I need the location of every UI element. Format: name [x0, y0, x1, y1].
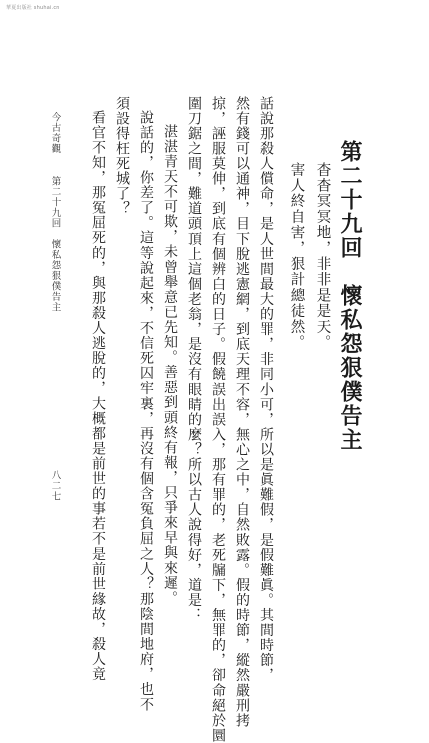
poem-line: 杳杳冥冥地，非非是是天。	[314, 162, 331, 351]
body-line: 掠，誣服莫伸，到底有個辨白的日子。假饒誤出誤入，那有罪的，老死牖下，無罪的，卻命絕於圜	[210, 96, 226, 743]
page-number: 八二七	[49, 470, 61, 502]
body-line: 圍刀鋸之間，難道頭頂上這個老翁，是沒有眼睛的麼？所以古人說得好，道是：	[186, 96, 202, 623]
body-line: 然有錢可以通神，目下脫逃憲網，到底天理不容，無心之中，自然敗露。假的時節，縱然嚴刑拷	[234, 96, 250, 729]
footer-chapter-label: 第二十九回 懷私怨狠僕告主	[49, 176, 61, 313]
body-line: 說話的，你差了。這等說起來，不信死囚牢裏，再沒有個含冤負屈之人？那陰間地府，也不	[138, 110, 154, 712]
verse-line: 湛湛青天不可欺，未曾舉意已先知。善惡到頭終有報，只爭來早與來遲。	[162, 124, 178, 606]
body-line: 話說那殺人償命，是人世間最大的罪，非同小可，所以是眞難假，是假難眞。其間時節，	[258, 96, 274, 683]
book-title: 今古奇觀	[49, 112, 61, 154]
watermark: 華夏出版社 shuhai.cn	[6, 5, 60, 11]
poem-line: 害人終自害，狠計總徒然。	[288, 162, 305, 351]
body-line: 看官不知，那冤屈死的，與那殺人逃脫的，大概都是前世的事若不是前世緣故，殺人竟	[90, 110, 106, 682]
body-line: 須設得枉死城了？	[114, 96, 130, 217]
chapter-title: 第二十九回 懷私怨狠僕告主	[337, 140, 363, 452]
